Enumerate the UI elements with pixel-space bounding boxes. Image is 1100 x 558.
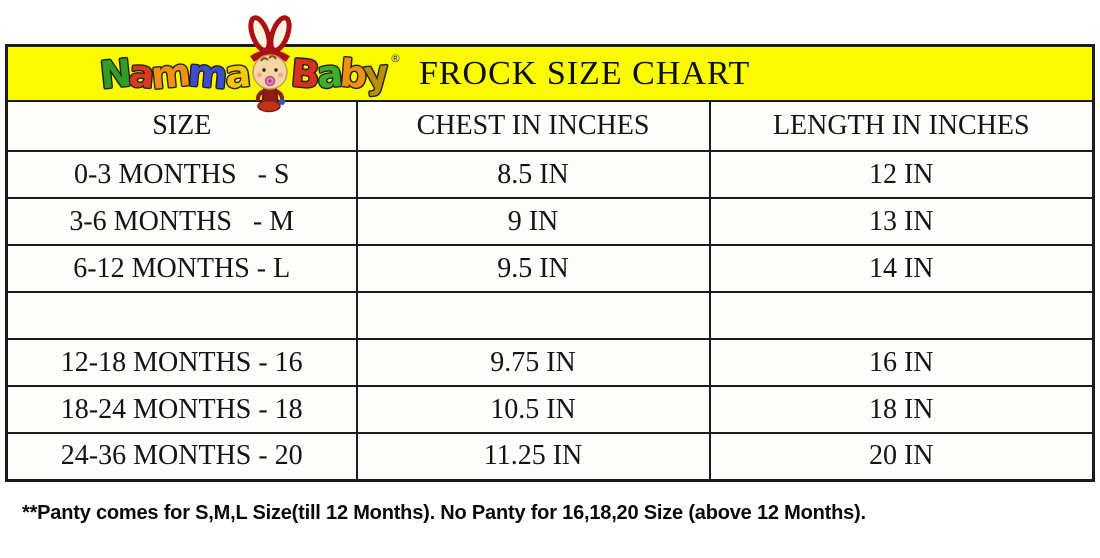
col-header-length: LENGTH IN INCHES	[710, 101, 1094, 151]
banner-cell	[7, 46, 1094, 102]
length-cell: 14 IN	[710, 245, 1094, 292]
logo-word-baby	[289, 50, 392, 97]
length-cell: 13 IN	[710, 198, 1094, 245]
footnote: **Panty comes for S,M,L Size(till 12 Months). No Panty for 16,18,20 Size (above 12 Months).	[22, 502, 866, 524]
banner-row	[7, 46, 1094, 102]
size-cell: 24-36 MONTHS - 20	[7, 433, 357, 480]
size-cell: 6-12 MONTHS - L	[7, 245, 357, 292]
chest-cell: 9.5 IN	[357, 245, 710, 292]
frock-size-table	[5, 44, 1095, 482]
table-header-row	[7, 101, 1094, 151]
logo-letter: m	[149, 49, 194, 98]
logo-word-namma	[97, 49, 253, 98]
length-cell: 16 IN	[710, 339, 1094, 386]
logo-letter: a	[126, 50, 157, 97]
chart-title: FROCK SIZE CHART	[418, 54, 751, 92]
namma-baby-logo	[97, 47, 401, 100]
chest-cell: 9 IN	[357, 198, 710, 245]
length-cell: 12 IN	[710, 151, 1094, 198]
table-row	[7, 151, 1094, 198]
baby-mascot-icon	[239, 13, 299, 113]
table-row	[7, 339, 1094, 386]
logo-letter: B	[289, 50, 323, 97]
length-cell	[710, 292, 1094, 339]
col-header-chest: CHEST IN INCHES	[357, 101, 710, 151]
table-row	[7, 433, 1094, 480]
baby-mascot	[247, 47, 291, 100]
size-cell: 0-3 MONTHS - S	[7, 151, 357, 198]
chest-cell	[357, 292, 710, 339]
size-cell: 18-24 MONTHS - 18	[7, 386, 357, 433]
col-header-size: SIZE	[7, 101, 357, 151]
logo-letter: b	[338, 50, 370, 97]
size-cell: 12-18 MONTHS - 16	[7, 339, 357, 386]
logo-letter: y	[361, 50, 392, 97]
chest-cell: 10.5 IN	[357, 386, 710, 433]
logo-letter: N	[97, 49, 135, 98]
size-cell: 3-6 MONTHS - M	[7, 198, 357, 245]
logo-letter: a	[315, 50, 346, 97]
table-row	[7, 386, 1094, 433]
chest-cell: 9.75 IN	[357, 339, 710, 386]
chest-cell: 8.5 IN	[357, 151, 710, 198]
registered-mark-icon: ®	[389, 52, 401, 65]
table-row-empty	[7, 292, 1094, 339]
table-row	[7, 198, 1094, 245]
logo-letter: m	[186, 49, 230, 98]
length-cell: 20 IN	[710, 433, 1094, 480]
length-cell: 18 IN	[710, 386, 1094, 433]
size-cell	[7, 292, 357, 339]
banner	[8, 47, 1092, 100]
logo-letter: a	[222, 50, 253, 97]
chest-cell: 11.25 IN	[357, 433, 710, 480]
table-row	[7, 245, 1094, 292]
